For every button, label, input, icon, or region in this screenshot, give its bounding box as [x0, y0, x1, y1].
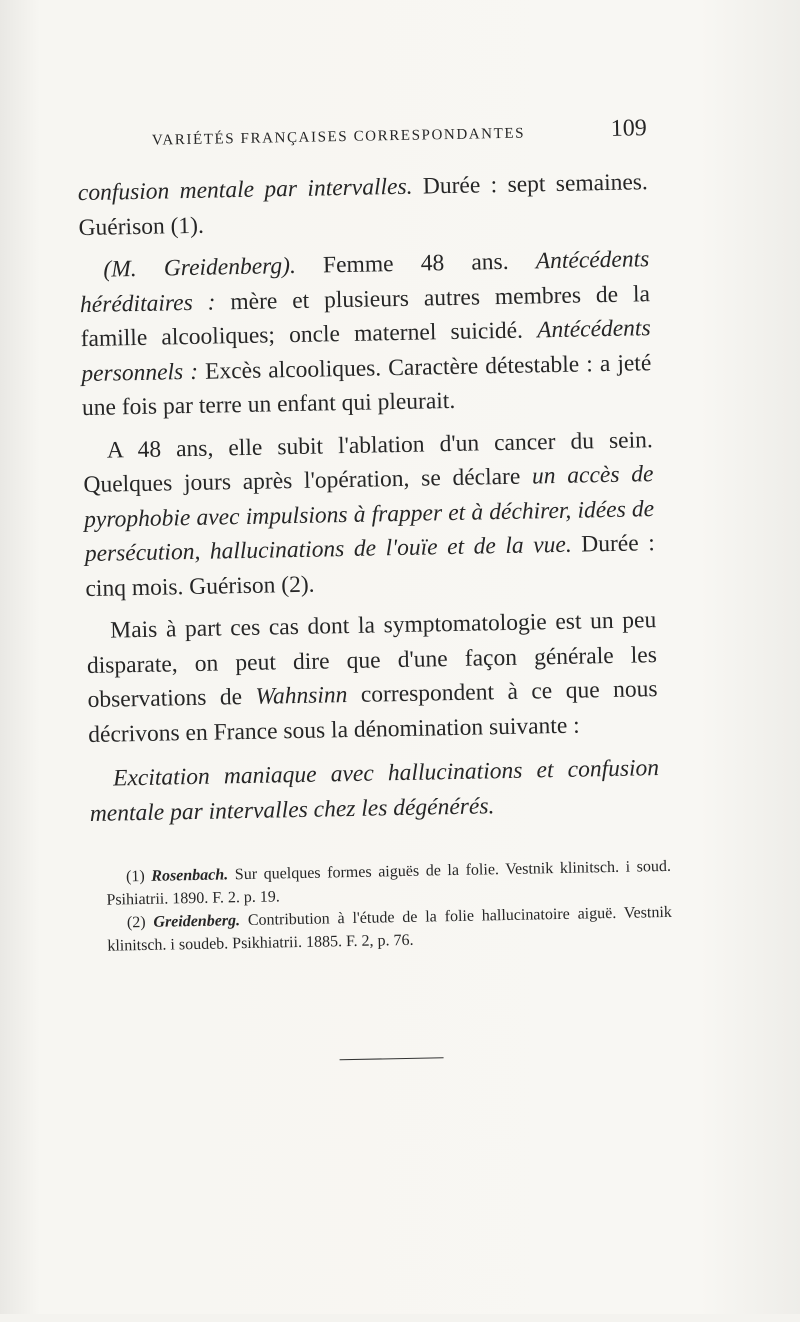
case-author: (M. Greidenberg).	[103, 252, 297, 283]
paragraph-continuation	[78, 165, 649, 245]
footnote-text: Sur quelques formes aiguës de la folie. Vestnik klinitsch. i soud. Psihiatrii. 1890. F. 2. p. 19.	[106, 857, 672, 909]
paragraph-text: Mais à part ces cas dont la symptomatologie est un peu disparate, on peut dire que d'une façon générale les observations de	[86, 607, 658, 714]
paragraph-case-greidenberg	[79, 242, 652, 425]
paragraph-summary	[86, 603, 659, 752]
paragraph-text: Durée : sept semaines. Guérison (1).	[78, 169, 649, 241]
footnote-author: Greidenberg.	[153, 912, 241, 931]
footnote-2	[107, 901, 673, 958]
page-number: 109	[610, 115, 648, 142]
paragraph-text: Durée : cinq mois. Guérison (2).	[85, 530, 655, 602]
footnote-author: Rosenbach.	[151, 866, 229, 885]
paragraph-text: Excès alcooliques. Caractère détestable : a jeté une fois par terre un enfant qui pleurait.	[81, 349, 652, 422]
paragraph-text: mère et plusieurs autres membres de la famille alcooliques; oncle maternel suicidé.	[80, 280, 651, 353]
footnote-text: Contribution à l'étude de la folie hallucinatoire aiguë. Vestnik klinitsch. i soudeb. Psikhiatrii. 1885. F. 2, p. 76.	[107, 903, 672, 955]
section-divider	[340, 1057, 444, 1060]
paragraph-text: correspondent à ce que nous décrivons en France sous la dénomination suivante :	[88, 676, 658, 748]
footnote-marker: (1)	[125, 867, 145, 886]
main-text	[78, 165, 660, 831]
italic-term: Wahnsinn	[255, 682, 348, 710]
footnote-marker: (2)	[126, 913, 146, 932]
footnotes	[106, 855, 673, 958]
paragraph-text: A 48 ans, elle subit l'ablation d'un cancer du sein. Quelques jours après l'opération, se déclare	[83, 426, 653, 499]
conclusion-italic: Excitation maniaque avec hallucinations et confusion mentale par intervalles chez les dégénérés.	[89, 755, 660, 827]
italic-label: Antécédents personnels :	[81, 315, 651, 387]
running-header	[151, 115, 648, 149]
paragraph-text: Femme 48 ans.	[295, 248, 537, 279]
italic-label: Antécédents héréditaires :	[79, 246, 650, 318]
italic-phrase: un accès de pyrophobie avec impulsions à frapper et à déchirer, idées de persécution, hallucinations de l'ouïe et de la vue.	[83, 461, 655, 568]
paragraph-ablation	[83, 423, 656, 606]
italic-phrase: confusion mentale par intervalles.	[77, 173, 413, 207]
running-title: VARIÉTÉS FRANÇAISES CORRESPONDANTES	[151, 125, 526, 149]
